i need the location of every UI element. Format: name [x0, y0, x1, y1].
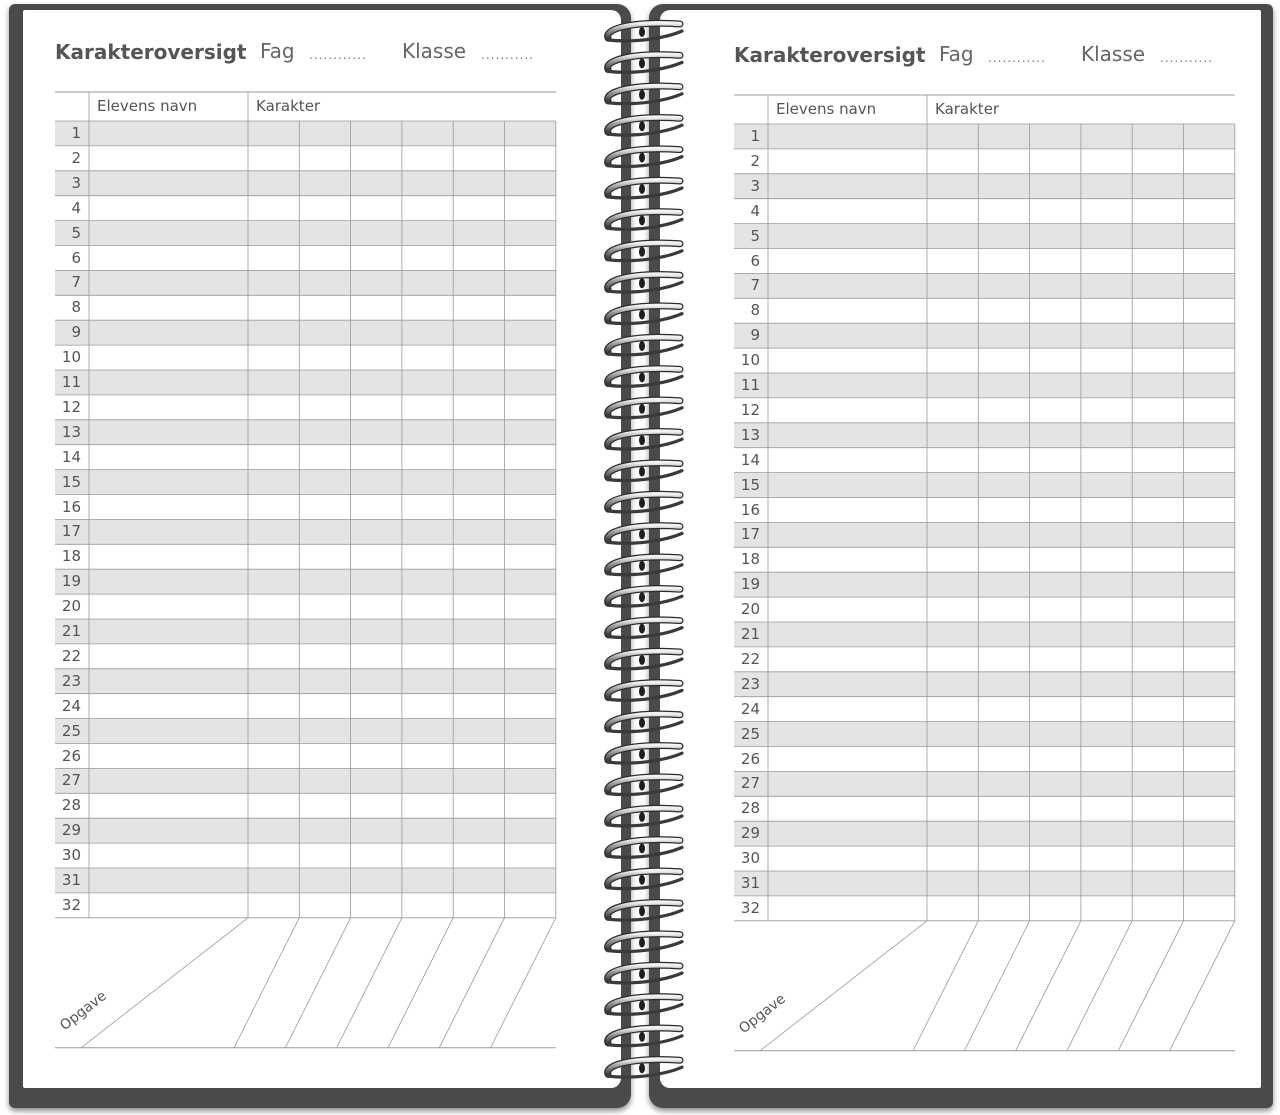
row-number: 7: [750, 276, 760, 295]
spiral-coil: [608, 1028, 682, 1046]
spiral-coil: [608, 274, 682, 292]
row-shade: [55, 270, 556, 295]
spiral-coil: [608, 902, 682, 920]
row-shade: [734, 323, 1235, 348]
assignment-diagonal: [1016, 921, 1081, 1051]
row-number: 32: [740, 898, 760, 917]
row-number: 12: [61, 397, 81, 416]
row-shade: [734, 224, 1235, 249]
row-shade: [55, 719, 556, 744]
spiral-coil: [608, 683, 682, 701]
spiral-coil: [608, 400, 682, 418]
page-title: Karakteroversigt: [734, 43, 926, 67]
row-number: 15: [61, 472, 81, 491]
row-number: 13: [61, 422, 81, 441]
spiral-coil: [608, 86, 682, 104]
row-number: 10: [740, 351, 760, 370]
row-number: 28: [740, 799, 760, 818]
row-shade: [734, 273, 1235, 298]
assignment-diagonal: [964, 921, 1029, 1051]
spiral-coil: [608, 1059, 682, 1077]
spiral-coil: [608, 306, 682, 324]
row-number: 31: [61, 871, 81, 889]
assignment-diagonal: [760, 921, 927, 1051]
row-shade: [55, 370, 556, 395]
spiral-coil: [608, 934, 682, 952]
spiral-coil: [608, 431, 682, 449]
grade-table: [23, 10, 624, 1088]
row-number: 26: [740, 749, 760, 768]
spiral-coil: [608, 117, 682, 135]
row-number: 23: [740, 674, 760, 693]
row-shade: [734, 722, 1235, 747]
row-number: 9: [750, 326, 760, 345]
assignment-diagonal: [234, 918, 299, 1048]
spiral-coil: [608, 526, 682, 544]
assignment-label: Opgave: [736, 990, 789, 1037]
row-shade: [55, 221, 556, 246]
spiral-coil: [608, 588, 682, 606]
row-number: 27: [61, 771, 81, 790]
fag-dotted-line: ............: [309, 48, 367, 62]
row-number: 8: [71, 298, 81, 317]
row-number: 19: [61, 572, 81, 591]
row-number: 20: [61, 597, 81, 616]
spiral-coil: [608, 997, 682, 1015]
row-number: 30: [740, 849, 760, 868]
column-header-grade: Karakter: [935, 100, 1000, 118]
row-number: 11: [61, 373, 81, 391]
row-number: 3: [750, 176, 760, 195]
row-shade: [734, 672, 1235, 697]
assignment-diagonal: [1067, 921, 1132, 1051]
row-shade: [734, 373, 1235, 398]
row-number: 3: [71, 173, 81, 192]
spiral-coil: [608, 871, 682, 889]
row-number: 24: [740, 699, 760, 718]
row-shade: [55, 171, 556, 196]
assignment-diagonal: [439, 918, 504, 1048]
row-shade: [55, 818, 556, 843]
row-number: 16: [740, 500, 760, 519]
row-number: 32: [61, 895, 81, 914]
row-number: 24: [61, 696, 81, 715]
row-number: 14: [740, 450, 760, 469]
row-number: 18: [740, 550, 760, 569]
row-number: 12: [740, 400, 760, 419]
row-number: 18: [61, 547, 81, 566]
klasse-dotted-line: ...........: [1160, 51, 1213, 65]
page-title: Karakteroversigt: [55, 40, 247, 64]
spiral-coil: [608, 620, 682, 638]
row-number: 8: [750, 301, 760, 320]
row-shade: [55, 519, 556, 544]
assignment-diagonal: [337, 918, 402, 1048]
row-number: 27: [740, 774, 760, 793]
row-number: 15: [740, 475, 760, 494]
row-shade: [734, 572, 1235, 597]
row-number: 2: [71, 148, 81, 167]
row-number: 7: [71, 273, 81, 292]
row-number: 11: [740, 376, 760, 394]
row-shade: [734, 771, 1235, 796]
row-number: 20: [740, 600, 760, 619]
row-number: 2: [750, 151, 760, 170]
row-number: 21: [740, 625, 760, 643]
assignment-diagonal: [1170, 921, 1235, 1051]
row-number: 31: [740, 874, 760, 892]
row-number: 30: [61, 846, 81, 865]
spiral-coil: [608, 651, 682, 669]
klasse-dotted-line: ...........: [481, 48, 534, 62]
spiral-coil: [608, 808, 682, 826]
row-shade: [55, 121, 556, 146]
row-shade: [734, 522, 1235, 547]
row-shade: [734, 871, 1235, 896]
row-shade: [55, 868, 556, 893]
fag-dotted-line: ............: [988, 51, 1046, 65]
row-number: 6: [71, 248, 81, 267]
row-shade: [734, 423, 1235, 448]
row-shade: [55, 619, 556, 644]
spiral-coil: [608, 463, 682, 481]
row-shade: [55, 569, 556, 594]
spiral-coil: [608, 714, 682, 732]
spiral-coil: [608, 369, 682, 387]
row-number: 5: [71, 223, 81, 242]
row-number: 6: [750, 251, 760, 270]
spiral-coil: [608, 745, 682, 763]
fag-label: Fag: [939, 42, 974, 66]
column-header-student-name: Elevens navn: [97, 97, 198, 115]
row-number: 19: [740, 575, 760, 594]
assignment-diagonal: [388, 918, 453, 1048]
row-number: 17: [61, 522, 81, 541]
row-number: 1: [750, 127, 760, 145]
assignment-diagonal: [1118, 921, 1183, 1051]
spiral-coil: [608, 55, 682, 73]
row-number: 10: [61, 348, 81, 367]
row-number: 25: [740, 724, 760, 743]
row-number: 23: [61, 671, 81, 690]
row-number: 26: [61, 746, 81, 765]
row-shade: [734, 174, 1235, 199]
row-number: 1: [71, 124, 81, 142]
spiral-coil: [608, 494, 682, 512]
row-shade: [734, 622, 1235, 647]
left-page: [23, 10, 621, 1088]
column-header-student-name: Elevens navn: [776, 100, 877, 118]
assignment-label: Opgave: [57, 987, 110, 1034]
spiral-coil: [608, 180, 682, 198]
spiral-coil: [608, 149, 682, 167]
row-shade: [55, 470, 556, 495]
spiral-coil: [608, 777, 682, 795]
row-number: 17: [740, 525, 760, 544]
assignment-diagonal: [491, 918, 556, 1048]
spiral-coil: [608, 557, 682, 575]
row-number: 13: [740, 425, 760, 444]
spiral-coil: [608, 23, 682, 41]
row-number: 4: [71, 198, 81, 217]
row-shade: [55, 320, 556, 345]
klasse-label: Klasse: [1081, 42, 1146, 66]
assignment-diagonal: [285, 918, 350, 1048]
fag-label: Fag: [260, 39, 295, 63]
klasse-label: Klasse: [402, 39, 467, 63]
row-number: 21: [61, 622, 81, 640]
row-shade: [734, 124, 1235, 149]
right-page: [660, 10, 1261, 1088]
row-shade: [55, 768, 556, 793]
spiral-coil: [608, 212, 682, 230]
column-header-grade: Karakter: [256, 97, 321, 115]
row-number: 14: [61, 447, 81, 466]
spiral-coil: [608, 243, 682, 261]
row-number: 25: [61, 721, 81, 740]
row-shade: [734, 821, 1235, 846]
assignment-diagonal: [81, 918, 248, 1048]
row-number: 28: [61, 796, 81, 815]
row-number: 29: [61, 821, 81, 840]
row-number: 22: [61, 646, 81, 665]
row-shade: [734, 473, 1235, 498]
row-number: 22: [740, 649, 760, 668]
spiral-coil: [608, 840, 682, 858]
grade-table: [660, 10, 1261, 1088]
spiral-coil: [608, 337, 682, 355]
row-shade: [55, 669, 556, 694]
row-number: 29: [740, 824, 760, 843]
row-number: 9: [71, 323, 81, 342]
row-number: 5: [750, 226, 760, 245]
spiral-binding: [596, 0, 692, 1115]
row-number: 16: [61, 497, 81, 516]
row-number: 4: [750, 201, 760, 220]
row-shade: [55, 420, 556, 445]
assignment-diagonal: [913, 921, 978, 1051]
spiral-coil: [608, 965, 682, 983]
